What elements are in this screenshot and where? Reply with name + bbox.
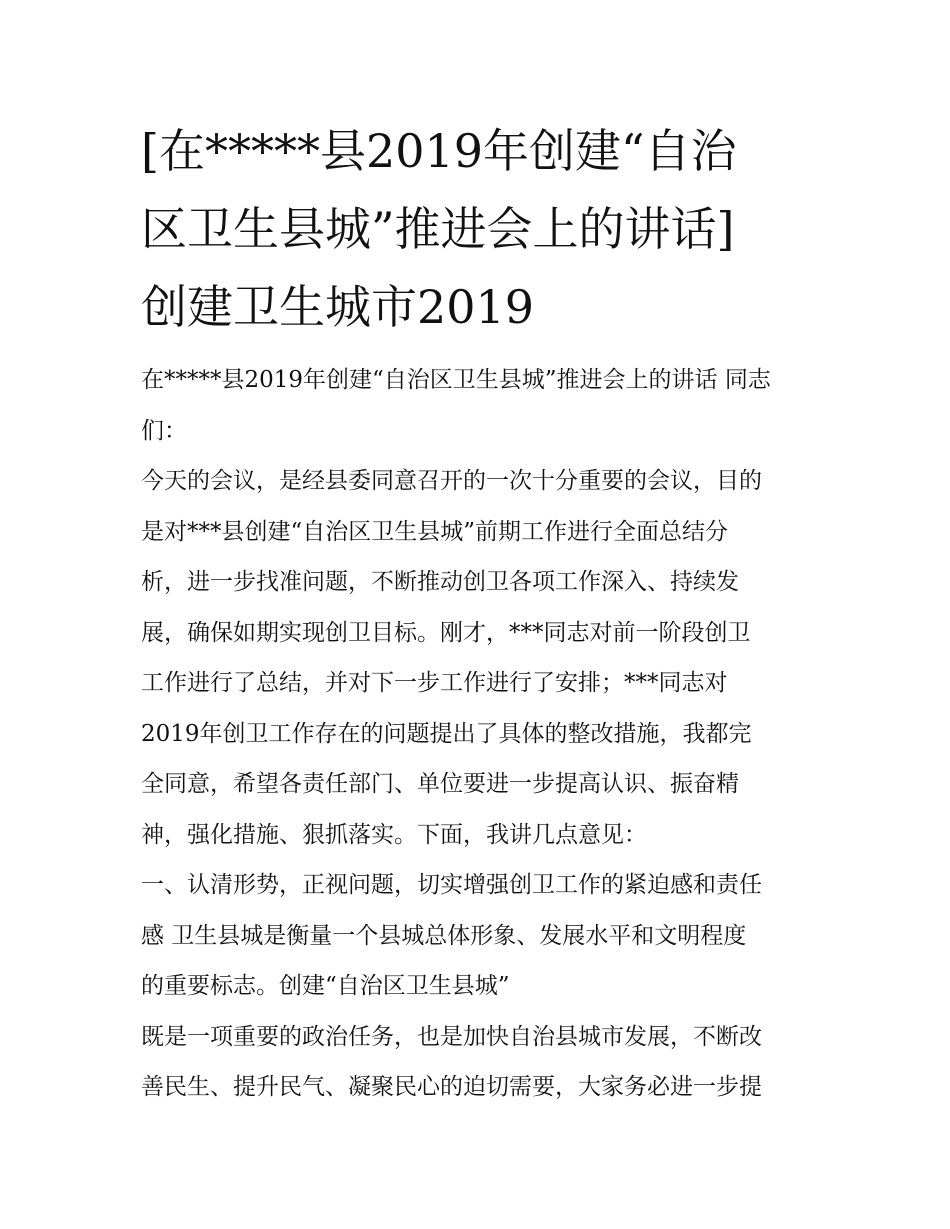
- document-title: [141, 112, 821, 346]
- body-line: 展，确保如期实现创卫目标。刚才，***同志对前一阶段创卫: [141, 619, 751, 646]
- body-line: 的重要标志。创建“自治区卫生县城”: [141, 973, 510, 999]
- title-line-3: 创建卫生城市2019: [141, 280, 535, 334]
- title-line-2: 区卫生县城”推进会上的讲话]: [141, 202, 735, 256]
- body-line: 析，进一步找准问题，不断推动创卫各项工作深入、持续发: [141, 569, 739, 595]
- body-line: 工作进行了总结，并对下一步工作进行了安排；***同志对: [141, 670, 728, 696]
- body-line: 既是一项重要的政治任务，也是加快自治县城市发展，不断改: [141, 1023, 762, 1050]
- body-line: 是对***县创建“自治区卫生县城”前期工作进行全面总结分: [141, 518, 729, 545]
- title-line-1: [在*****县2019年创建“自治: [141, 124, 737, 178]
- body-line: 今天的会议，是经县委同意召开的一次十分重要的会议，目的: [141, 468, 762, 494]
- body-line: 2019年创卫工作存在的问题提出了具体的整改措施，我都完: [141, 720, 752, 747]
- body-line: 一、认清形势，正视问题，切实增强创卫工作的紧迫感和责任: [141, 872, 762, 898]
- body-line: 们：: [141, 417, 187, 444]
- body-line: 全同意，希望各责任部门、单位要进一步提高认识、振奋精: [141, 771, 739, 797]
- body-line: 感 卫生县城是衡量一个县城总体形象、发展水平和文明程度: [141, 922, 747, 949]
- body-line: 神，强化措施、狠抓落实。下面，我讲几点意见：: [141, 821, 647, 848]
- body-line: 善民生、提升民气、凝聚民心的迫切需要，大家务必进一步提: [141, 1074, 762, 1100]
- document-body: [141, 355, 821, 1113]
- body-line: 在*****县2019年创建“自治区卫生县城”推进会上的讲话 同志: [141, 367, 771, 393]
